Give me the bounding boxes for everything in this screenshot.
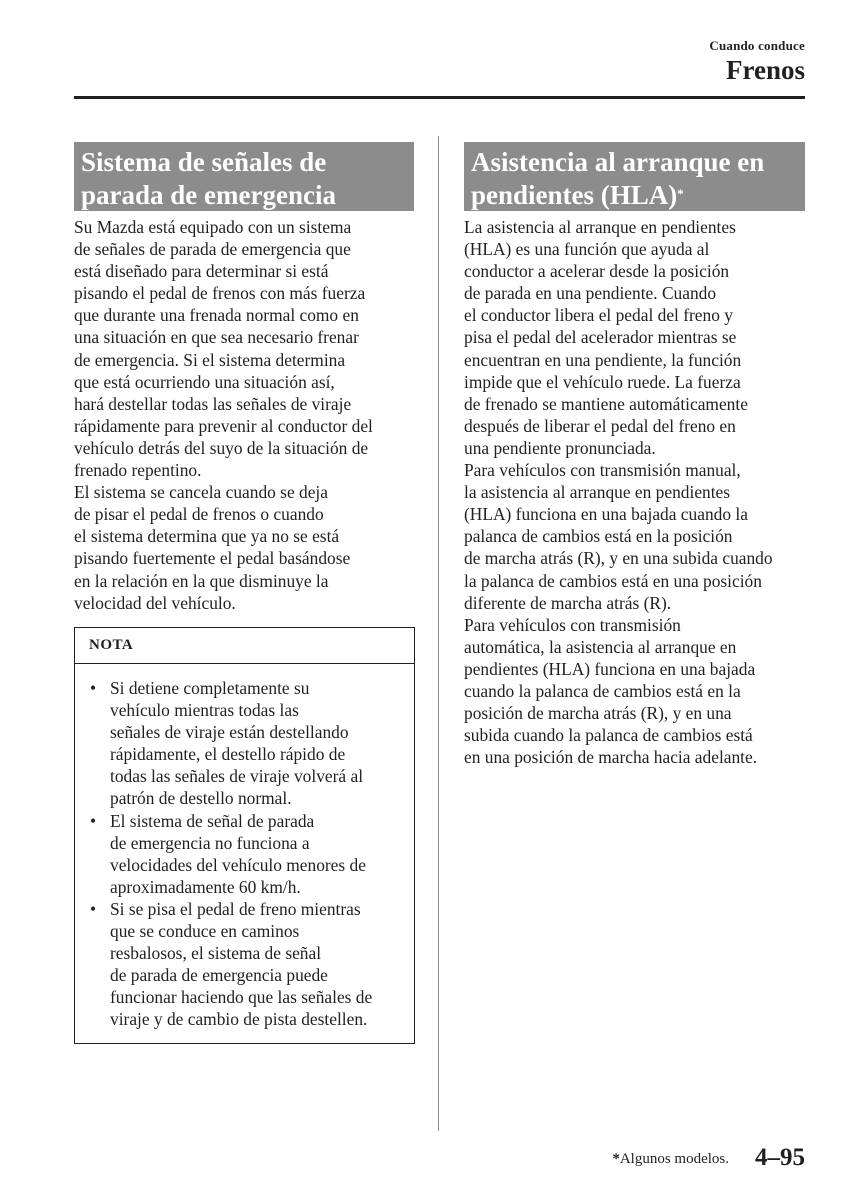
text-line: subida cuando la palanca de cambios está xyxy=(464,725,753,746)
paragraph xyxy=(74,216,419,481)
text-line: aproximadamente 60 km/h. xyxy=(110,876,301,897)
text-line: funcionar haciendo que las señales de xyxy=(110,987,373,1008)
text-line: Para vehículos con transmisión manual, xyxy=(464,460,741,481)
heading-line: Asistencia al arranque en xyxy=(471,147,765,177)
text-line: conductor a acelerar desde la posición xyxy=(464,261,730,282)
text-line: Si se pisa el pedal de freno mientras xyxy=(110,898,361,919)
text-line: de emergencia. Si el sistema determina xyxy=(74,349,346,370)
text-line: La asistencia al arranque en pendientes xyxy=(464,217,736,237)
note-item xyxy=(90,677,412,810)
text-line: rápidamente para prevenir al conductor del xyxy=(74,415,373,436)
text-line: velocidades del vehículo menores de xyxy=(110,854,366,875)
text-line: que está ocurriendo una situación así, xyxy=(74,371,335,392)
column-divider xyxy=(438,136,439,1131)
emergency-stop-signal-body xyxy=(74,216,419,614)
section-label: Cuando conduce xyxy=(709,38,805,53)
footnote xyxy=(612,1151,729,1168)
text-line: velocidad del vehículo. xyxy=(74,592,236,613)
text-line: en la relación en la que disminuye la xyxy=(74,570,329,591)
page-title: Frenos xyxy=(726,55,805,85)
footnote-text: Algunos modelos. xyxy=(619,1151,729,1167)
hill-launch-assist-heading xyxy=(464,142,805,211)
text-line: pisando el pedal de frenos con más fuerza xyxy=(74,283,366,304)
text-line: resbalosos, el sistema de señal xyxy=(110,943,322,964)
heading-line: parada de emergencia xyxy=(81,180,336,210)
note-title: NOTA xyxy=(89,637,134,653)
text-line: Su Mazda está equipado con un sistema xyxy=(74,217,352,237)
text-line: la asistencia al arranque en pendientes xyxy=(464,482,731,503)
text-line: (HLA) es una función que ayuda al xyxy=(464,239,710,260)
bullet-icon: • xyxy=(90,810,97,831)
paragraph xyxy=(464,614,809,769)
text-line: vehículo detrás del suyo de la situación de xyxy=(74,437,369,458)
text-line: de pisar el pedal de frenos o cuando xyxy=(74,504,324,525)
text-line: patrón de destello normal. xyxy=(110,788,292,809)
text-line: (HLA) funciona en una bajada cuando la xyxy=(464,504,748,525)
text-line: automática, la asistencia al arranque en xyxy=(464,636,737,657)
text-line: está diseñado para determinar si está xyxy=(74,261,329,282)
text-line: el sistema determina que ya no se está xyxy=(74,526,340,547)
text-line: impide que el vehículo ruede. La fuerza xyxy=(464,371,741,392)
heading-text: pendientes (HLA) xyxy=(471,180,678,210)
text-line: de señales de parada de emergencia que xyxy=(74,239,351,260)
note-item xyxy=(90,810,412,898)
paragraph xyxy=(74,481,419,614)
text-line: señales de viraje están destellando xyxy=(110,722,349,743)
text-line: rápidamente, el destello rápido de xyxy=(110,744,346,765)
text-line: pisando fuertemente el pedal basándose xyxy=(74,548,351,569)
note-box xyxy=(74,627,415,1044)
emergency-stop-signal-heading xyxy=(74,142,414,211)
text-line: que se conduce en caminos xyxy=(110,921,300,942)
text-line: de frenado se mantiene automáticamente xyxy=(464,393,748,414)
text-line: hará destellar todas las señales de viraje xyxy=(74,393,352,414)
text-line: de marcha atrás (R), y en una subida cuando xyxy=(464,548,773,569)
text-line: pisa el pedal del acelerador mientras se xyxy=(464,327,737,348)
text-line: después de liberar el pedal del freno en xyxy=(464,415,736,436)
text-line: pendientes (HLA) funciona en una bajada xyxy=(464,658,756,679)
text-line: una situación en que sea necesario frenar xyxy=(74,327,359,348)
bullet-icon: • xyxy=(90,898,97,919)
text-line: posición de marcha atrás (R), y en una xyxy=(464,703,732,724)
text-line: de emergencia no funciona a xyxy=(110,832,310,853)
paragraph xyxy=(464,216,809,459)
note-list xyxy=(90,677,412,1031)
note-item xyxy=(90,898,412,1031)
text-line: una pendiente pronunciada. xyxy=(464,437,656,458)
text-line: la palanca de cambios está en una posición xyxy=(464,570,762,591)
text-line: en una posición de marcha hacia adelante. xyxy=(464,747,758,768)
text-line: el conductor libera el pedal del freno y xyxy=(464,305,733,326)
page-number: 4–95 xyxy=(755,1144,805,1171)
text-line: de parada de emergencia puede xyxy=(110,965,328,986)
footnote-marker: * xyxy=(612,1151,620,1167)
paragraph xyxy=(464,459,809,614)
hill-launch-assist-body xyxy=(464,216,809,768)
note-divider xyxy=(75,663,414,664)
text-line: Para vehículos con transmisión xyxy=(464,614,681,635)
text-line: palanca de cambios está en la posición xyxy=(464,526,733,547)
text-line: encuentran en una pendiente, la función xyxy=(464,349,742,370)
header-divider xyxy=(74,96,805,99)
footnote-marker: * xyxy=(677,186,684,201)
text-line: que durante una frenada normal como en xyxy=(74,305,359,326)
text-line: todas las señales de viraje volverá al xyxy=(110,766,364,787)
text-line: de parada en una pendiente. Cuando xyxy=(464,283,717,304)
heading-line xyxy=(471,179,799,212)
text-line: Si detiene completamente su xyxy=(110,678,310,698)
heading-line: Sistema de señales de xyxy=(81,147,327,177)
text-line: El sistema de señal de parada xyxy=(110,810,315,831)
text-line: frenado repentino. xyxy=(74,460,202,481)
text-line: El sistema se cancela cuando se deja xyxy=(74,482,328,503)
bullet-icon: • xyxy=(90,678,97,698)
text-line: diferente de marcha atrás (R). xyxy=(464,592,672,613)
text-line: viraje y de cambio de pista destellen. xyxy=(110,1009,368,1030)
text-line: cuando la palanca de cambios está en la xyxy=(464,680,741,701)
text-line: vehículo mientras todas las xyxy=(110,700,299,721)
